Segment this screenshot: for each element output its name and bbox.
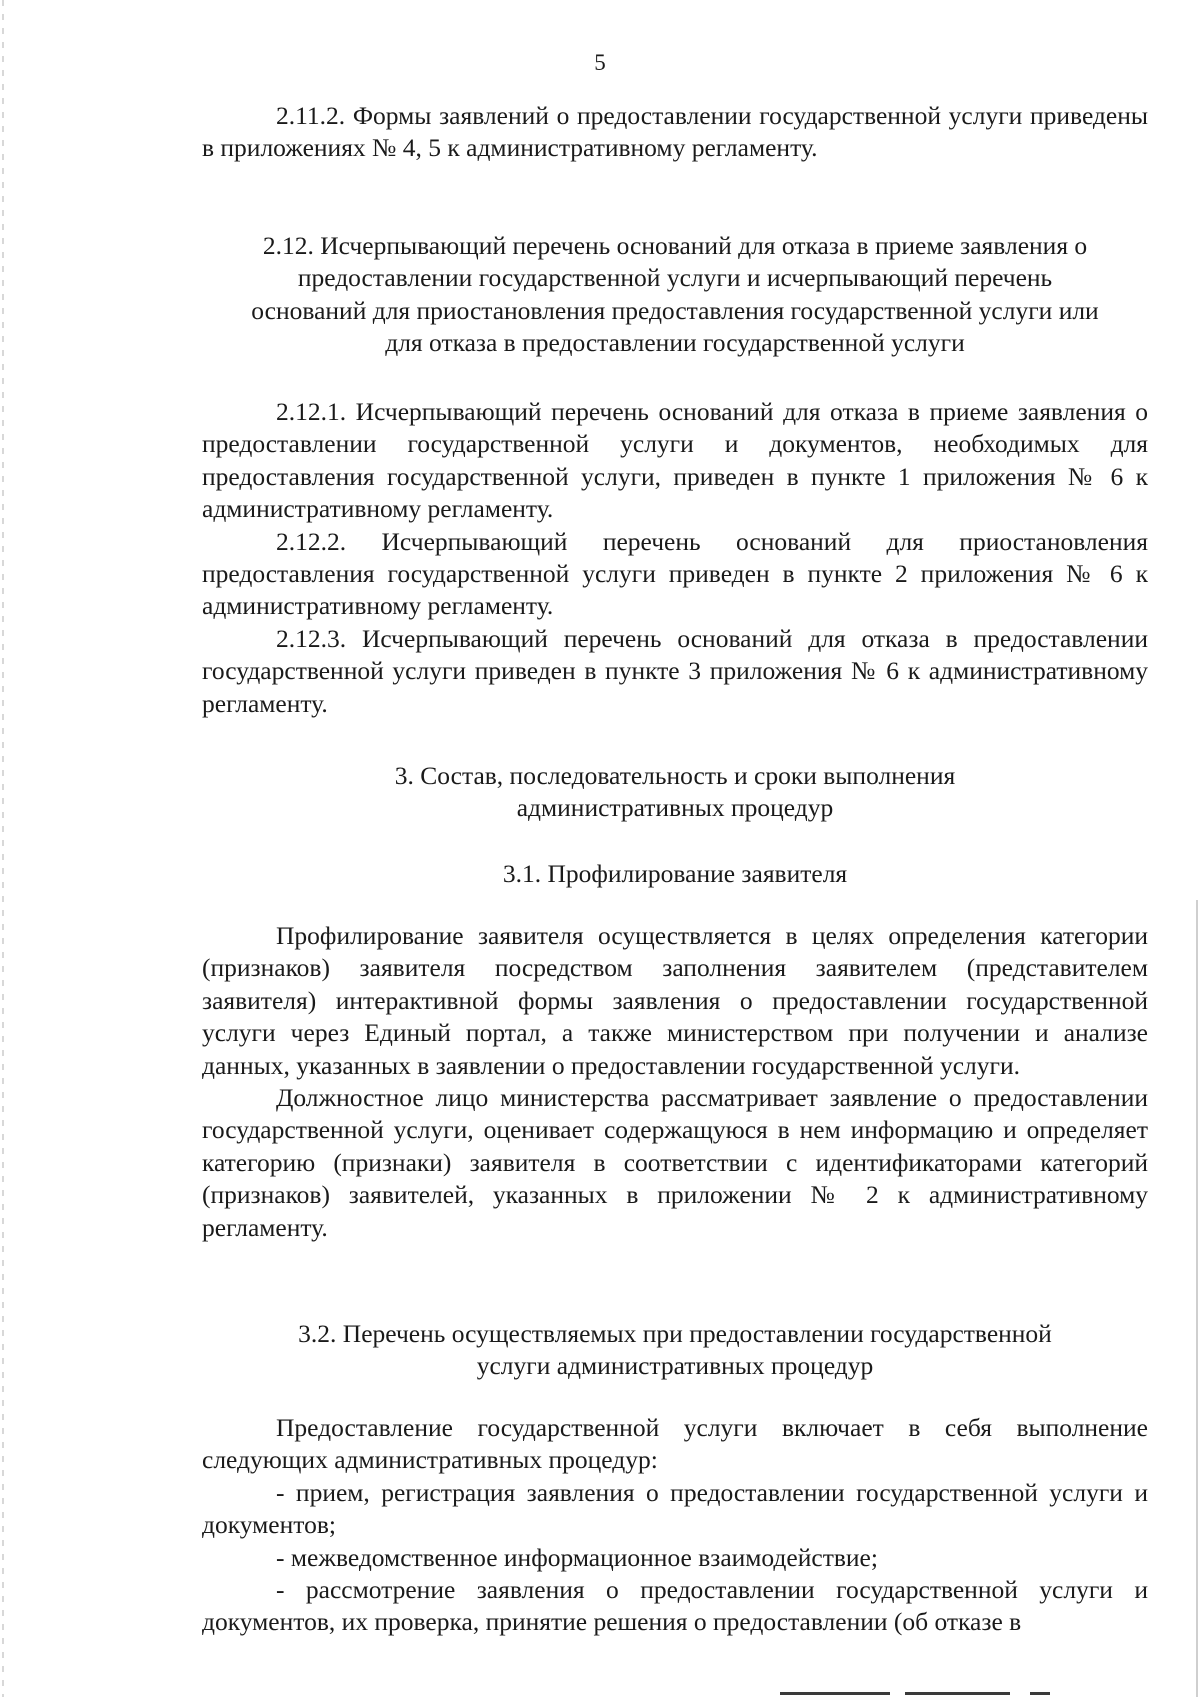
paragraph-text: 2.11.2. Формы заявлений о предоставлении государственной услуги приведены в приложениях № 4, 5 к административному регламенту. <box>202 101 1148 163</box>
paragraph-text: 2.12.1. Исчерпывающий перечень оснований для отказа в приеме заявления о предоставлении государственной услуги и документов, необходимых для предоставления государственной услуги, приведен в пункте 1 приложения № 6 к административному регламенту. <box>202 397 1148 524</box>
page-number: 5 <box>594 50 606 75</box>
heading-3-1 <box>190 858 1160 890</box>
heading-3 <box>190 760 1160 825</box>
heading-line: 3.2. Перечень осуществляемых при предоставлении государственной <box>298 1319 1052 1348</box>
paragraph-2-12-1 <box>202 396 1148 720</box>
heading-line: административных процедур <box>516 793 834 823</box>
paragraph-text: - прием, регистрация заявления о предоставлении государственной услуги и документов; <box>202 1477 1148 1540</box>
paragraph-text: - рассмотрение заявления о предоставлении государственной услуги и документов, их проверка, принятие решения о предоставлении (об отказе в <box>202 1575 1148 1637</box>
heading-line: оснований для приостановления предоставления государственной услуги или <box>251 295 1099 325</box>
footer-rule <box>905 1692 1010 1695</box>
paragraph-text: Профилирование заявителя осуществляется в целях определения категории (признаков) заявителя посредством заполнения заявителем (представителем заявителя) интерактивной формы заявления о предоставлении государственной услуги через Единый портал, а также министерством при получении и анализе данных, указанных в заявлении о предоставлении государственной услуги. <box>202 921 1148 1080</box>
heading-line: услуги административных процедур <box>476 1351 874 1381</box>
paragraph-text: Должностное лицо министерства рассматривает заявление о предоставлении государственной услуги, оценивает содержащуюся в нем информацию и определяет категорию (признаки) заявителя в соответствии с идентификаторами категорий (признаков) заявителей, указанных в приложении № 2 к административному регламенту. <box>202 1083 1148 1242</box>
heading-line: предоставлении государственной услуги и исчерпывающий перечень <box>297 263 1053 293</box>
paragraph-text: 2.12.2. Исчерпывающий перечень оснований для приостановления предоставления государственной услуги приведен в пункте 2 приложения № 6 к административному регламенту. <box>202 526 1148 621</box>
scan-edge-left <box>2 0 4 1697</box>
paragraph-3-1 <box>202 920 1148 1244</box>
heading-line: 2.12. Исчерпывающий перечень оснований для отказа в приеме заявления о <box>262 231 1088 260</box>
heading-line: 3. Состав, последовательность и сроки выполнения <box>394 761 956 790</box>
paragraph-text: - межведомственное информационное взаимодействие; <box>276 1542 878 1572</box>
paragraph-2-11-2 <box>202 100 1148 165</box>
footer-rule <box>780 1692 890 1695</box>
heading-line: 3.1. Профилирование заявителя <box>502 859 848 888</box>
heading-2-12 <box>190 230 1160 360</box>
scan-edge-right <box>1196 0 1198 1697</box>
paragraph-3-2 <box>202 1412 1148 1639</box>
heading-3-2 <box>190 1318 1160 1383</box>
footer-rule <box>1030 1692 1050 1695</box>
heading-line: для отказа в предоставлении государственной услуги <box>385 328 965 358</box>
paragraph-text: Предоставление государственной услуги включает в себя выполнение следующих административных процедур: <box>202 1413 1148 1475</box>
paragraph-text: 2.12.3. Исчерпывающий перечень оснований для отказа в предоставлении государственной услуги приведен в пункте 3 приложения № 6 к административному регламенту. <box>202 623 1148 718</box>
